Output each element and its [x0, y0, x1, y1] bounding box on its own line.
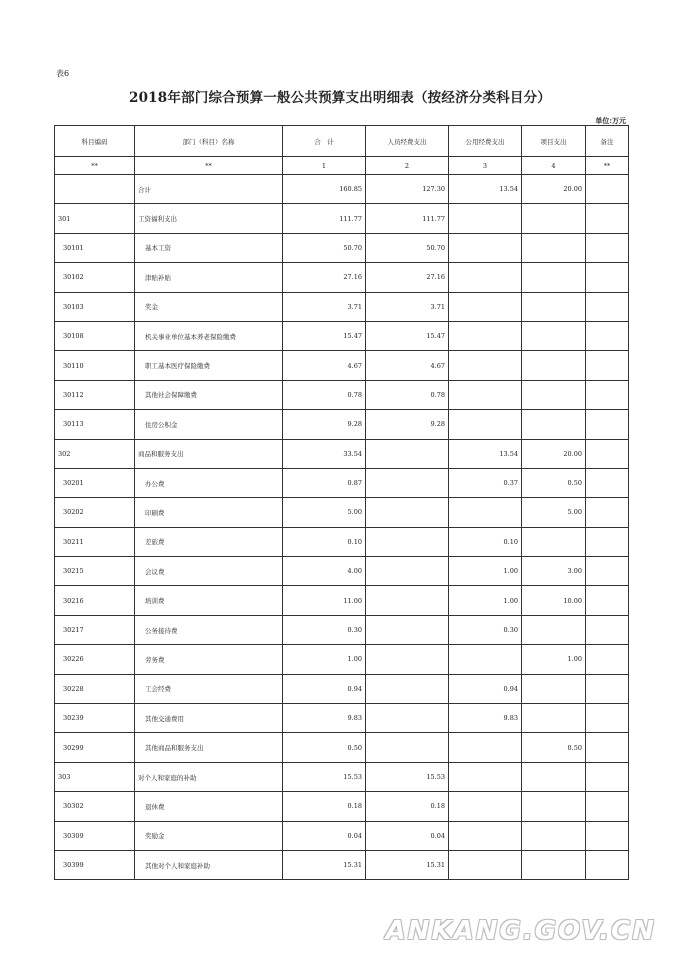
table-row	[55, 615, 629, 644]
cell-public: 1.00	[449, 586, 522, 615]
cell-public: 0.10	[449, 527, 522, 556]
cell-personnel: 27.16	[366, 263, 449, 292]
cell-name: 退休费	[135, 792, 283, 821]
table-row	[55, 410, 629, 439]
cell-name: 奖金	[135, 292, 283, 321]
cell-personnel	[366, 557, 449, 586]
cell-project	[522, 204, 586, 233]
cell-note	[586, 586, 629, 615]
subheader-total: 1	[283, 157, 366, 175]
cell-note	[586, 498, 629, 527]
cell-personnel: 0.04	[366, 821, 449, 850]
cell-total: 0.50	[283, 733, 366, 762]
subheader-public: 3	[449, 157, 522, 175]
cell-project: 5.00	[522, 498, 586, 527]
table-row	[55, 351, 629, 380]
table-row	[55, 792, 629, 821]
cell-personnel: 15.53	[366, 762, 449, 791]
header-code: 科目编码	[55, 126, 135, 157]
subheader-code: **	[55, 157, 135, 175]
table-row	[55, 527, 629, 556]
cell-note	[586, 704, 629, 733]
cell-total: 0.78	[283, 380, 366, 409]
cell-personnel: 0.78	[366, 380, 449, 409]
cell-note	[586, 557, 629, 586]
cell-project	[522, 792, 586, 821]
cell-total: 1.00	[283, 645, 366, 674]
cell-code: 30101	[55, 233, 135, 262]
cell-project: 20.00	[522, 175, 586, 204]
subheader-note: **	[586, 157, 629, 175]
cell-note	[586, 439, 629, 468]
cell-name: 差旅费	[135, 527, 283, 556]
cell-project	[522, 821, 586, 850]
cell-project: 3.00	[522, 557, 586, 586]
cell-project	[522, 321, 586, 350]
header-name: 部门（科目）名称	[135, 126, 283, 157]
cell-note	[586, 292, 629, 321]
cell-public	[449, 321, 522, 350]
table-row	[55, 674, 629, 703]
cell-public: 9.83	[449, 704, 522, 733]
cell-public	[449, 410, 522, 439]
cell-total: 0.18	[283, 792, 366, 821]
cell-project: 1.00	[522, 645, 586, 674]
subheader-name: **	[135, 157, 283, 175]
cell-note	[586, 733, 629, 762]
cell-name: 其他商品和服务支出	[135, 733, 283, 762]
page-title: 2018年部门综合预算一般公共预算支出明细表（按经济分类科目分）	[129, 90, 551, 106]
table-row	[55, 263, 629, 292]
cell-personnel	[366, 674, 449, 703]
cell-total: 0.04	[283, 821, 366, 850]
cell-name: 其他对个人和家庭补助	[135, 850, 283, 879]
table-row	[55, 645, 629, 674]
subheader-project: 4	[522, 157, 586, 175]
cell-code: 30113	[55, 410, 135, 439]
site-watermark: ANKANG.GOV.CN	[385, 916, 656, 946]
cell-public: 13.54	[449, 439, 522, 468]
cell-project: 0.50	[522, 468, 586, 497]
cell-project	[522, 762, 586, 791]
table-row	[55, 498, 629, 527]
cell-note	[586, 527, 629, 556]
cell-name: 商品和服务支出	[135, 439, 283, 468]
cell-name: 津贴补贴	[135, 263, 283, 292]
cell-personnel: 127.30	[366, 175, 449, 204]
table-row	[55, 586, 629, 615]
cell-name: 机关事业单位基本养老保险缴费	[135, 321, 283, 350]
cell-public	[449, 263, 522, 292]
cell-total: 9.83	[283, 704, 366, 733]
cell-note	[586, 850, 629, 879]
cell-total: 160.85	[283, 175, 366, 204]
cell-total: 0.94	[283, 674, 366, 703]
cell-total: 0.10	[283, 527, 366, 556]
cell-name: 工资福利支出	[135, 204, 283, 233]
cell-note	[586, 233, 629, 262]
cell-note	[586, 821, 629, 850]
cell-name: 职工基本医疗保险缴费	[135, 351, 283, 380]
table-row	[55, 175, 629, 204]
cell-note	[586, 175, 629, 204]
cell-personnel: 111.77	[366, 204, 449, 233]
cell-personnel	[366, 468, 449, 497]
cell-public	[449, 498, 522, 527]
cell-personnel: 0.18	[366, 792, 449, 821]
cell-project	[522, 850, 586, 879]
subheader-personnel: 2	[366, 157, 449, 175]
cell-code: 30201	[55, 468, 135, 497]
cell-code: 30110	[55, 351, 135, 380]
cell-name: 印刷费	[135, 498, 283, 527]
cell-public	[449, 204, 522, 233]
cell-name: 会议费	[135, 557, 283, 586]
header-public: 公用经费支出	[449, 126, 522, 157]
cell-public	[449, 850, 522, 879]
cell-name: 工会经费	[135, 674, 283, 703]
cell-public	[449, 292, 522, 321]
header-total: 合 计	[283, 126, 366, 157]
table-row	[55, 821, 629, 850]
cell-total: 11.00	[283, 586, 366, 615]
cell-project: 20.00	[522, 439, 586, 468]
cell-total: 0.87	[283, 468, 366, 497]
cell-project	[522, 292, 586, 321]
table-row	[55, 439, 629, 468]
cell-name: 其他交通费用	[135, 704, 283, 733]
cell-total: 3.71	[283, 292, 366, 321]
cell-code: 30108	[55, 321, 135, 350]
cell-project	[522, 233, 586, 262]
cell-personnel	[366, 439, 449, 468]
cell-note	[586, 468, 629, 497]
cell-code: 30202	[55, 498, 135, 527]
cell-name: 培训费	[135, 586, 283, 615]
cell-total: 5.00	[283, 498, 366, 527]
cell-personnel: 4.67	[366, 351, 449, 380]
cell-code: 30102	[55, 263, 135, 292]
cell-note	[586, 263, 629, 292]
cell-total: 9.28	[283, 410, 366, 439]
cell-personnel: 15.47	[366, 321, 449, 350]
cell-total: 4.00	[283, 557, 366, 586]
cell-code: 30239	[55, 704, 135, 733]
cell-note	[586, 615, 629, 644]
cell-public	[449, 821, 522, 850]
table-body	[55, 175, 629, 880]
header-row	[55, 126, 629, 157]
cell-code	[55, 175, 135, 204]
cell-name: 对个人和家庭的补助	[135, 762, 283, 791]
cell-personnel: 15.31	[366, 850, 449, 879]
cell-code: 30103	[55, 292, 135, 321]
cell-project	[522, 527, 586, 556]
cell-public: 0.37	[449, 468, 522, 497]
cell-code: 30309	[55, 821, 135, 850]
cell-name: 奖励金	[135, 821, 283, 850]
table-row	[55, 762, 629, 791]
cell-personnel: 9.28	[366, 410, 449, 439]
cell-code: 30228	[55, 674, 135, 703]
table-row	[55, 233, 629, 262]
table-row	[55, 380, 629, 409]
cell-note	[586, 380, 629, 409]
cell-code: 303	[55, 762, 135, 791]
cell-personnel	[366, 498, 449, 527]
cell-name: 公务接待费	[135, 615, 283, 644]
cell-personnel: 50.70	[366, 233, 449, 262]
cell-total: 111.77	[283, 204, 366, 233]
cell-note	[586, 762, 629, 791]
cell-public	[449, 762, 522, 791]
cell-public	[449, 645, 522, 674]
cell-total: 50.70	[283, 233, 366, 262]
cell-personnel	[366, 586, 449, 615]
cell-code: 301	[55, 204, 135, 233]
cell-note	[586, 204, 629, 233]
cell-code: 30226	[55, 645, 135, 674]
table-row	[55, 468, 629, 497]
cell-public: 1.00	[449, 557, 522, 586]
cell-personnel	[366, 615, 449, 644]
cell-public	[449, 351, 522, 380]
cell-project	[522, 263, 586, 292]
table-row	[55, 704, 629, 733]
table-row	[55, 733, 629, 762]
cell-personnel	[366, 527, 449, 556]
header-note: 备注	[586, 126, 629, 157]
cell-code: 30299	[55, 733, 135, 762]
cell-total: 15.31	[283, 850, 366, 879]
cell-note	[586, 321, 629, 350]
cell-public	[449, 733, 522, 762]
cell-personnel	[366, 645, 449, 674]
cell-total: 33.54	[283, 439, 366, 468]
table-row	[55, 321, 629, 350]
header-personnel: 人员经费支出	[366, 126, 449, 157]
cell-personnel	[366, 733, 449, 762]
cell-personnel	[366, 704, 449, 733]
cell-code: 30211	[55, 527, 135, 556]
cell-code: 30302	[55, 792, 135, 821]
cell-note	[586, 410, 629, 439]
cell-name: 其他社会保障缴费	[135, 380, 283, 409]
cell-name: 基本工资	[135, 233, 283, 262]
cell-public: 0.30	[449, 615, 522, 644]
cell-note	[586, 351, 629, 380]
cell-name: 住房公积金	[135, 410, 283, 439]
cell-total: 4.67	[283, 351, 366, 380]
cell-note	[586, 645, 629, 674]
cell-public	[449, 233, 522, 262]
table-row	[55, 557, 629, 586]
cell-code: 302	[55, 439, 135, 468]
cell-public	[449, 792, 522, 821]
cell-total: 27.16	[283, 263, 366, 292]
expenditure-table	[54, 125, 629, 880]
cell-code: 30215	[55, 557, 135, 586]
cell-total: 15.47	[283, 321, 366, 350]
subheader-row	[55, 157, 629, 175]
cell-project	[522, 380, 586, 409]
cell-name: 办公费	[135, 468, 283, 497]
cell-note	[586, 792, 629, 821]
table-row	[55, 204, 629, 233]
table-row	[55, 850, 629, 879]
cell-note	[586, 674, 629, 703]
table-number-label: 表6	[56, 69, 70, 78]
cell-project: 10.00	[522, 586, 586, 615]
cell-public: 0.94	[449, 674, 522, 703]
cell-project	[522, 674, 586, 703]
cell-code: 30217	[55, 615, 135, 644]
cell-code: 30399	[55, 850, 135, 879]
cell-total: 0.30	[283, 615, 366, 644]
cell-project	[522, 351, 586, 380]
cell-public	[449, 380, 522, 409]
cell-project	[522, 615, 586, 644]
unit-label: 单位:万元	[595, 116, 626, 125]
cell-project	[522, 704, 586, 733]
cell-name: 合计	[135, 175, 283, 204]
cell-project	[522, 410, 586, 439]
cell-code: 30112	[55, 380, 135, 409]
cell-code: 30216	[55, 586, 135, 615]
cell-name: 劳务费	[135, 645, 283, 674]
cell-project: 0.50	[522, 733, 586, 762]
header-project: 项目支出	[522, 126, 586, 157]
table-row	[55, 292, 629, 321]
cell-total: 15.53	[283, 762, 366, 791]
cell-public: 13.54	[449, 175, 522, 204]
cell-personnel: 3.71	[366, 292, 449, 321]
